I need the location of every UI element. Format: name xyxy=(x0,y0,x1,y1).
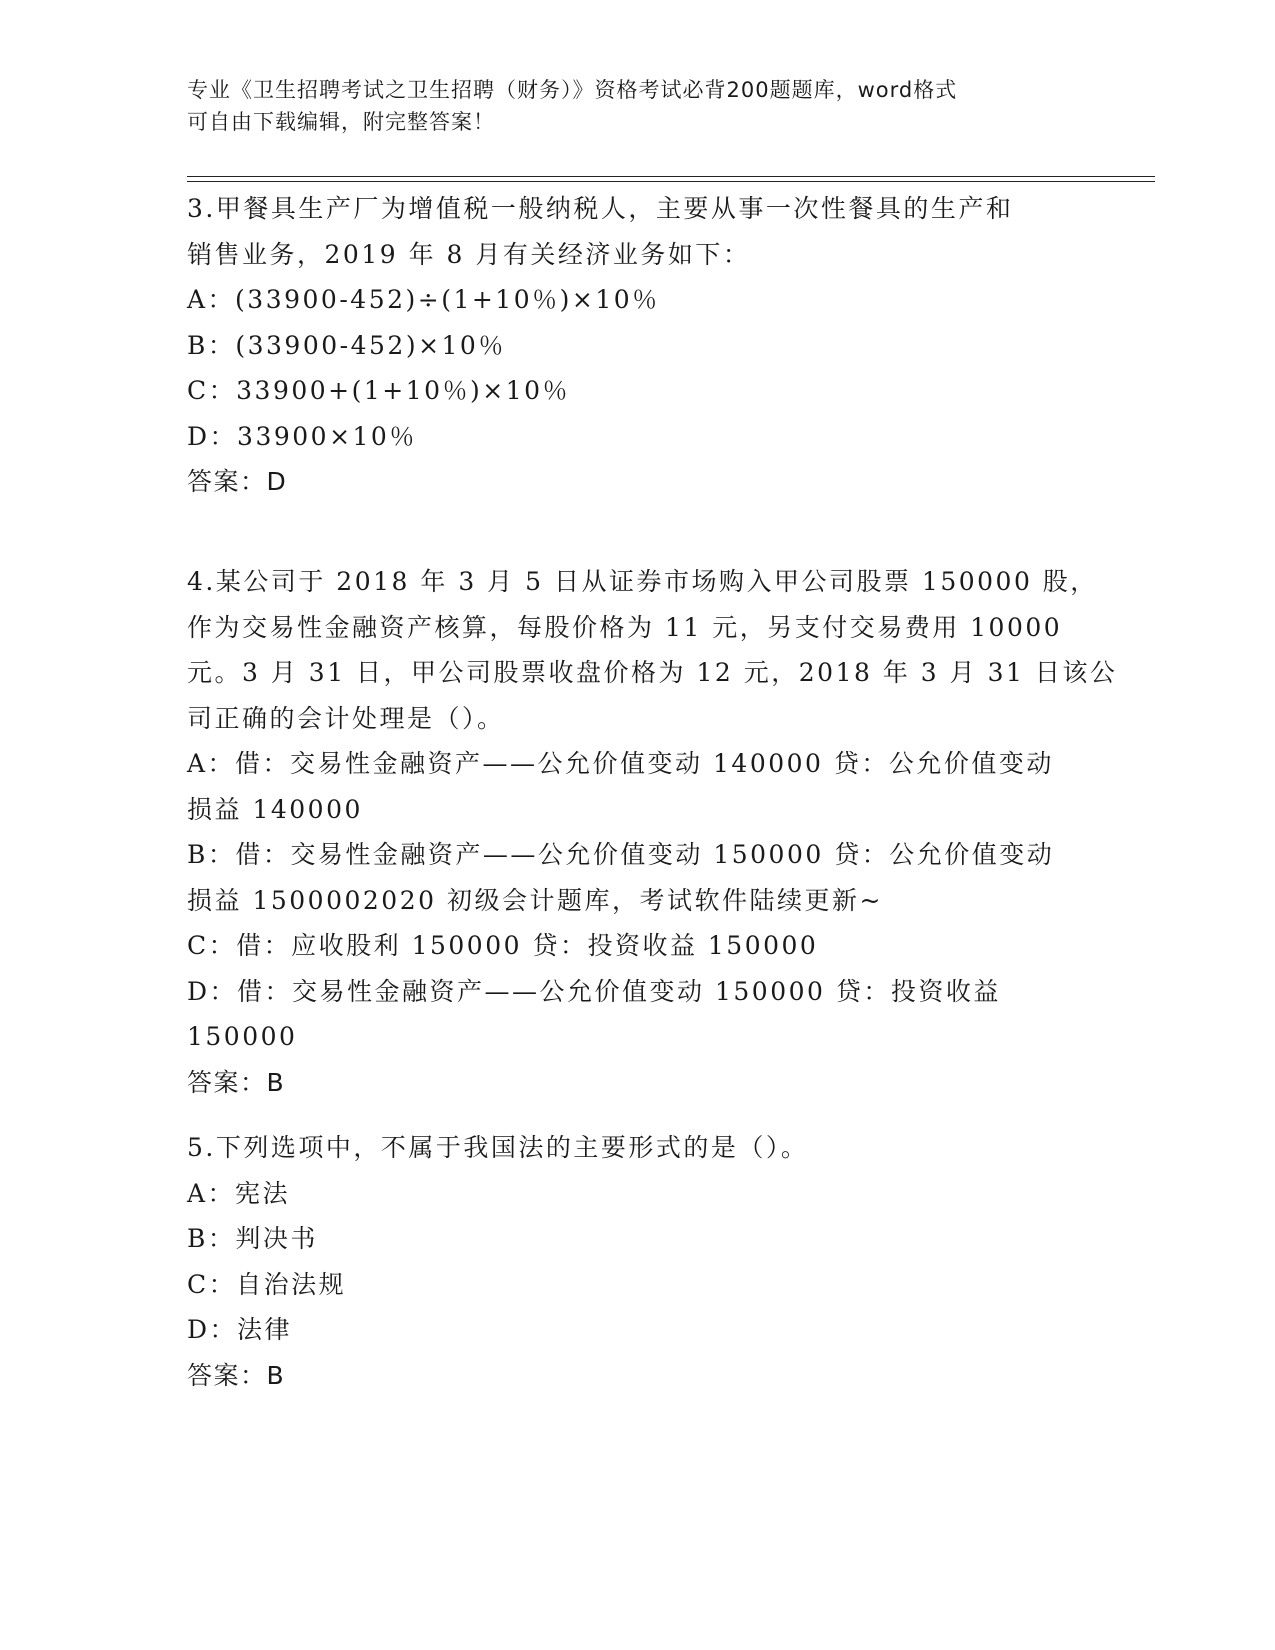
option-b: B：借：交易性金融资产——公允价值变动 150000 贷：公允价值变动 xyxy=(187,840,1055,869)
option-d: D：33900×10％ xyxy=(187,421,417,451)
answer-label: 答案：B xyxy=(187,1360,286,1390)
question-stem-line: 元。3 月 31 日，甲公司股票收盘价格为 12 元，2018 年 3 月 31 日该公 xyxy=(187,658,1118,687)
question-stem-line: 销售业务，2019 年 8 月有关经济业务如下： xyxy=(187,239,751,269)
header-line-2: 可自由下载编辑，附完整答案！ xyxy=(187,110,495,134)
question-stem-line: 作为交易性金融资产核算，每股价格为 11 元，另支付交易费用 10000 xyxy=(187,612,1063,642)
option-c: C：自治法规 xyxy=(187,1269,347,1299)
option-a: A：(33900-452)÷(1+10％)×10％ xyxy=(187,285,660,314)
option-b-continued: 损益 1500002020 初级会计题库，考试软件陆续更新~ xyxy=(187,885,883,915)
question-4 xyxy=(187,559,1118,1105)
header-rule-bottom xyxy=(187,181,1155,182)
question-stem-line: 司正确的会计处理是（）。 xyxy=(187,703,505,733)
question-3 xyxy=(187,186,1077,505)
question-stem-line: 3.甲餐具生产厂为增值税一般纳税人，主要从事一次性餐具的生产和 xyxy=(187,194,1014,223)
option-b: B：(33900-452)×10％ xyxy=(187,330,506,360)
option-d: D：法律 xyxy=(187,1315,293,1344)
answer-label: 答案：B xyxy=(187,1067,286,1097)
option-a-continued: 损益 140000 xyxy=(187,794,363,824)
option-a: A：宪法 xyxy=(187,1178,291,1208)
question-5 xyxy=(187,1125,1077,1398)
option-d-continued: 150000 xyxy=(187,1022,298,1051)
option-d: D：借：交易性金融资产——公允价值变动 150000 贷：投资收益 xyxy=(187,976,1001,1006)
option-c: C：借：应收股利 150000 贷：投资收益 150000 xyxy=(187,931,819,960)
option-a: A：借：交易性金融资产——公允价值变动 140000 贷：公允价值变动 xyxy=(187,749,1054,778)
answer-label: 答案：D xyxy=(187,467,288,496)
question-stem-line: 4.某公司于 2018 年 3 月 5 日从证券市场购入甲公司股票 150000 股， xyxy=(187,567,1098,596)
option-c: C：33900+(1+10％)×10％ xyxy=(187,376,571,405)
header-line-1: 专业《卫生招聘考试之卫生招聘（财务）》资格考试必背200题题库，word格式 xyxy=(187,78,958,102)
option-b: B：判决书 xyxy=(187,1224,318,1253)
question-stem-line: 5.下列选项中，不属于我国法的主要形式的是（）。 xyxy=(187,1133,809,1162)
header-rule-top xyxy=(187,176,1155,177)
document-header xyxy=(187,74,1087,138)
